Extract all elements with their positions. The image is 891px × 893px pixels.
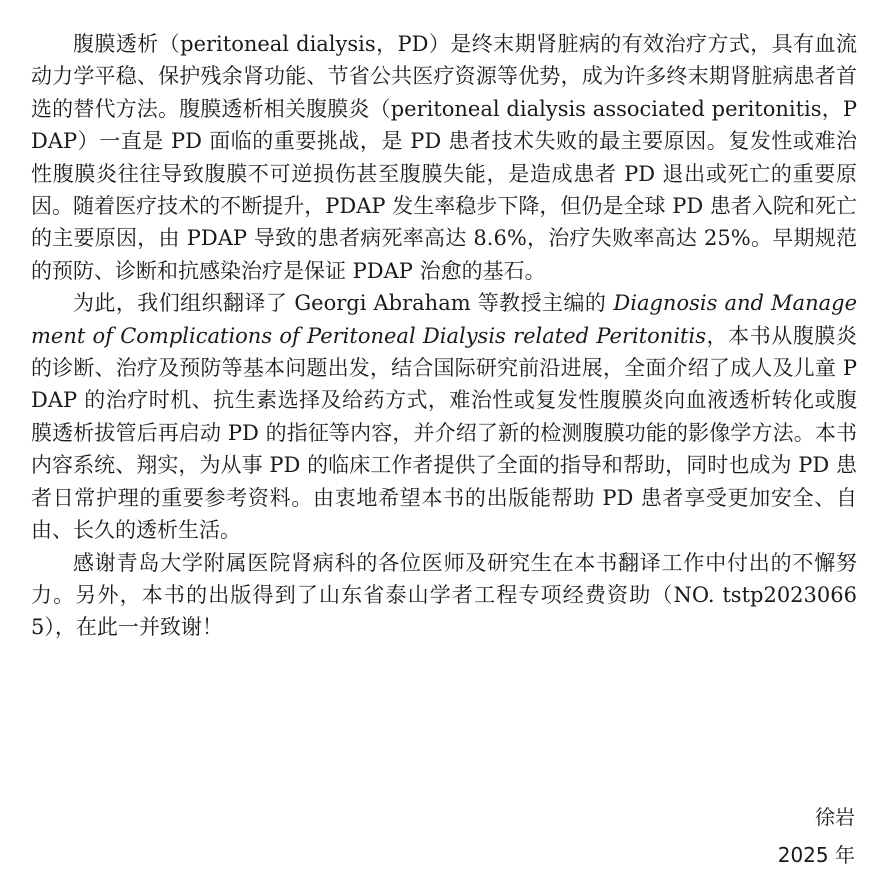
signature-year: 2025 年: [777, 843, 855, 867]
paragraph-acknowledgement: 感谢青岛大学附属医院肾病科的各位医师及研究生在本书翻译工作中付出的不懈努力。另外，本书的出版得到了山东省泰山学者工程专项经费资助（NO. tstp20230665），在此一并致谢！: [31, 550, 857, 640]
paragraph-translation-rest: ，本书从腹膜炎的诊断、治疗及预防等基本问题出发，结合国际研究前沿进展，全面介绍了成人及儿童 PDAP 的治疗时机、抗生素选择及给药方式，难治性或复发性腹膜炎向血液透析转化或腹膜透析拔管后再启动 PD 的指征等内容，并介绍了新的检测腹膜功能的影像学方法。本书内容系统、翔实，为从事 PD 的临床工作者提供了全面的指导和帮助，同时也成为 PD 患者日常护理的重要参考资料。由衷地希望本书的出版能帮助 PD 患者享受更加安全、自由、长久的透析生活。: [31, 323, 857, 543]
book-title: Diagnosis and Management of Complications of Peritoneal Dialysis related Peritonitis: [31, 291, 857, 348]
author-name: 徐岩: [815, 805, 855, 829]
paragraph-translation: [31, 287, 857, 546]
paragraph-translation-lead: 为此，我们组织翻译了 Georgi Abraham 等教授主编的: [73, 291, 614, 316]
signature-block: [778, 798, 855, 874]
preface-body: [31, 28, 857, 644]
paragraph-intro: 腹膜透析（peritoneal dialysis，PD）是终末期肾脏病的有效治疗方式，具有血流动力学平稳、保护残余肾功能、节省公共医疗资源等优势，成为许多终末期肾脏病患者首选的替代方法。腹膜透析相关腹膜炎（peritoneal dialysis associated peritonitis，PDAP）一直是 PD 面临的重要挑战，是 PD 患者技术失败的最主要原因。复发性或难治性腹膜炎往往导致腹膜不可逆损伤甚至腹膜失能，是造成患者 PD 退出或死亡的重要原因。随着医疗技术的不断提升，PDAP 发生率稳步下降，但仍是全球 PD 患者入院和死亡的主要原因，由 PDAP 导致的患者病死率高达 8.6%，治疗失败率高达 25%。早期规范的预防、诊断和抗感染治疗是保证 PDAP 治愈的基石。: [31, 32, 857, 283]
